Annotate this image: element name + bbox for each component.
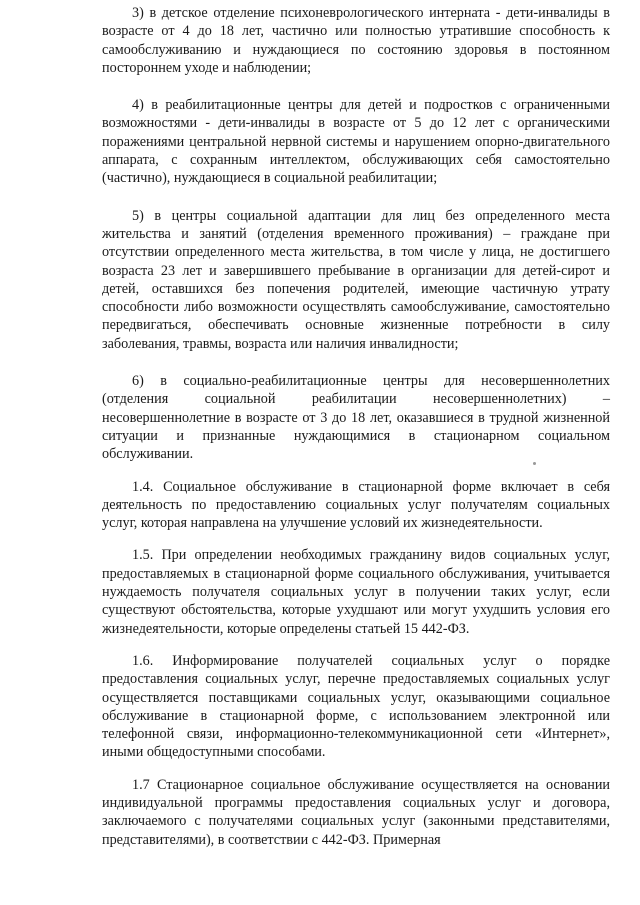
scan-speck — [533, 462, 536, 465]
paragraph-item-5: 5) в центры социальной адаптации для лиц без определенного места жительства и занятий (отделения временного проживания) – граждане при отсутствии определенного места жительства, в том числе у лица, не достигшего возраста 23 лет и завершившего пребывание в организации для детей-сирот и детей, оставшихся без попечения родителей, имеющие частичную утрату способности либо возможности осуществлять самообслуживание, самостоятельно передвигаться, обеспечивать основные жизненные потребности в силу заболевания, травмы, возраста или наличия инвалидности; — [102, 207, 610, 352]
paragraph-1-5: 1.5. При определении необходимых гражданину видов социальных услуг, предоставляемых в стационарной форме социального обслуживания, учитывается нуждаемость получателя социальных услуг в получении таких услуг, если существуют обстоятельства, которые ухудшают или могут ухудшить условия его жизнедеятельности, которые определены статьей 15 442-ФЗ. — [102, 547, 610, 637]
paragraph-1-4: 1.4. Социальное обслуживание в стационарной форме включает в себя деятельность по предоставлению социальных услуг получателям социальных услуг, которая направлена на улучшение условий их жизнедеятельности. — [102, 478, 610, 532]
paragraph-item-4: 4) в реабилитационные центры для детей и подростков с ограниченными возможностями - дети-инвалиды в возрасте от 5 до 12 лет с органическими поражениями центральной нервной системы и нарушением опорно-двигательного аппарата, с сохранным интеллектом, обслуживающих себя самостоятельно (частично), нуждающиеся в социальной реабилитации; — [102, 97, 610, 187]
paragraph-1-6: 1.6. Информирование получателей социальных услуг о порядке предоставления социальных услуг, перечне предоставляемых социальных услуг осуществляется поставщиками социальных услуг, оказывающими социальное обслуживание в стационарной форме, с использованием электронной или телефонной связи, информационно-телекоммуникационной сети «Интернет», иными общедоступными способами. — [102, 652, 610, 761]
document-body — [102, 4, 610, 849]
paragraph-item-6: 6) в социально-реабилитационные центры для несовершеннолетних (отделения социальной реабилитации несовершеннолетних) – несовершеннолетние в возрасте от 3 до 18 лет, оказавшиеся в трудной жизненной ситуации и признанные нуждающимися в стационарном социальном обслуживании. — [102, 373, 610, 463]
paragraph-item-3: 3) в детское отделение психоневрологического интерната - дети-инвалиды в возрасте от 4 до 18 лет, частично или полностью утратившие способность к самообслуживанию и нуждающиеся по состоянию здоровья в постоянном постороннем уходе и наблюдении; — [102, 5, 610, 76]
paragraph-1-7: 1.7 Стационарное социальное обслуживание осуществляется на основании индивидуальной программы предоставления социальных услуг и договора, заключаемого с получателями социальных услуг (законными представителями, представителями), в соответствии с 442-ФЗ. Примерная — [102, 776, 610, 848]
